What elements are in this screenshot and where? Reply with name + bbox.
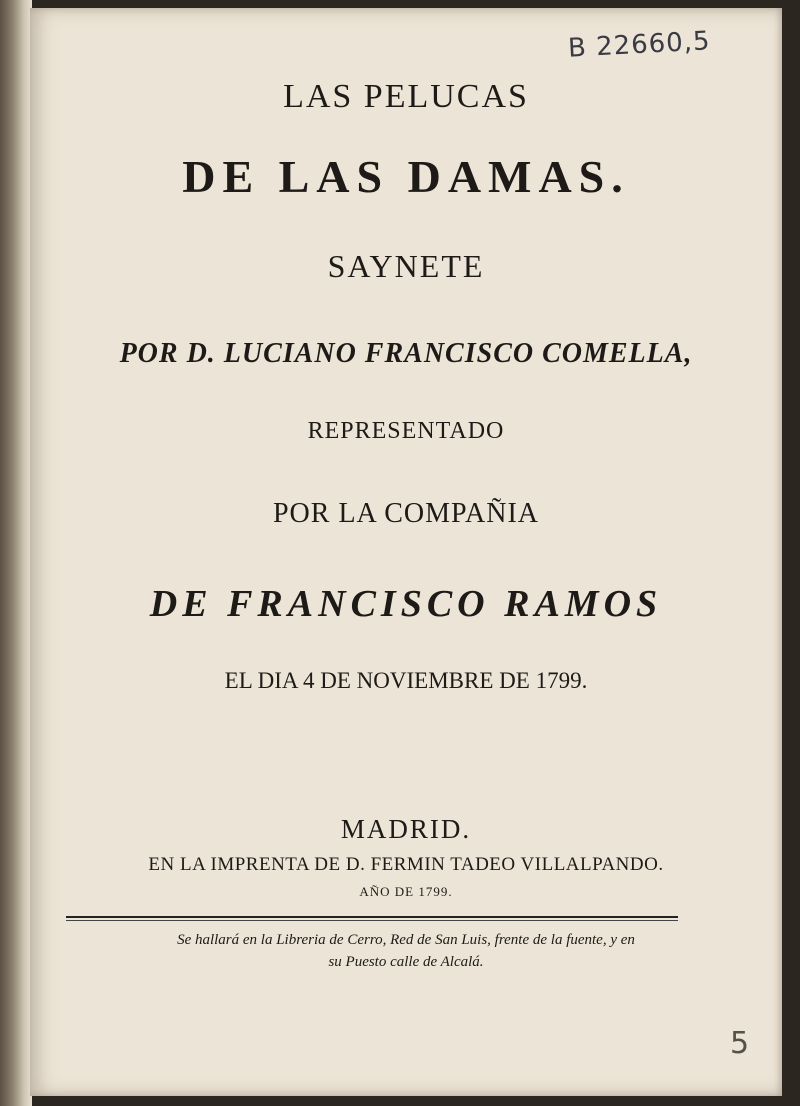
- book-binding: [0, 0, 32, 1106]
- imprint-city: MADRID.: [340, 814, 472, 844]
- page-number: 5: [730, 1026, 750, 1061]
- footer-line-1: Se hallará en la Libreria de Cerro, Red de San Luis, frente de la fuente, y en: [177, 932, 635, 948]
- shelfmark: B 22660,5: [567, 26, 712, 64]
- imprint-year: AÑO DE 1799.: [359, 884, 453, 899]
- represented-label: REPRESENTADO: [307, 418, 505, 444]
- divider-rule: [66, 916, 678, 918]
- imprint-printer: EN LA IMPRENTA DE D. FERMIN TADEO VILLALPANDO.: [148, 854, 664, 875]
- title-line-2: DE LAS DAMAS.: [182, 151, 630, 202]
- title-line-1: LAS PELUCAS: [283, 78, 529, 115]
- performance-date: EL DIA 4 DE NOVIEMBRE DE 1799.: [224, 668, 588, 693]
- footer-line-2: su Puesto calle de Alcalá.: [328, 954, 484, 970]
- divider-rule-thin: [66, 920, 678, 921]
- bleed-through-text: [110, 308, 730, 828]
- company-name: DE FRANCISCO RAMOS: [149, 583, 663, 625]
- title-page: [30, 8, 782, 1096]
- genre: SAYNETE: [327, 248, 485, 284]
- company-intro: POR LA COMPAÑIA: [272, 498, 540, 529]
- author: POR D. LUCIANO FRANCISCO COMELLA,: [119, 338, 693, 369]
